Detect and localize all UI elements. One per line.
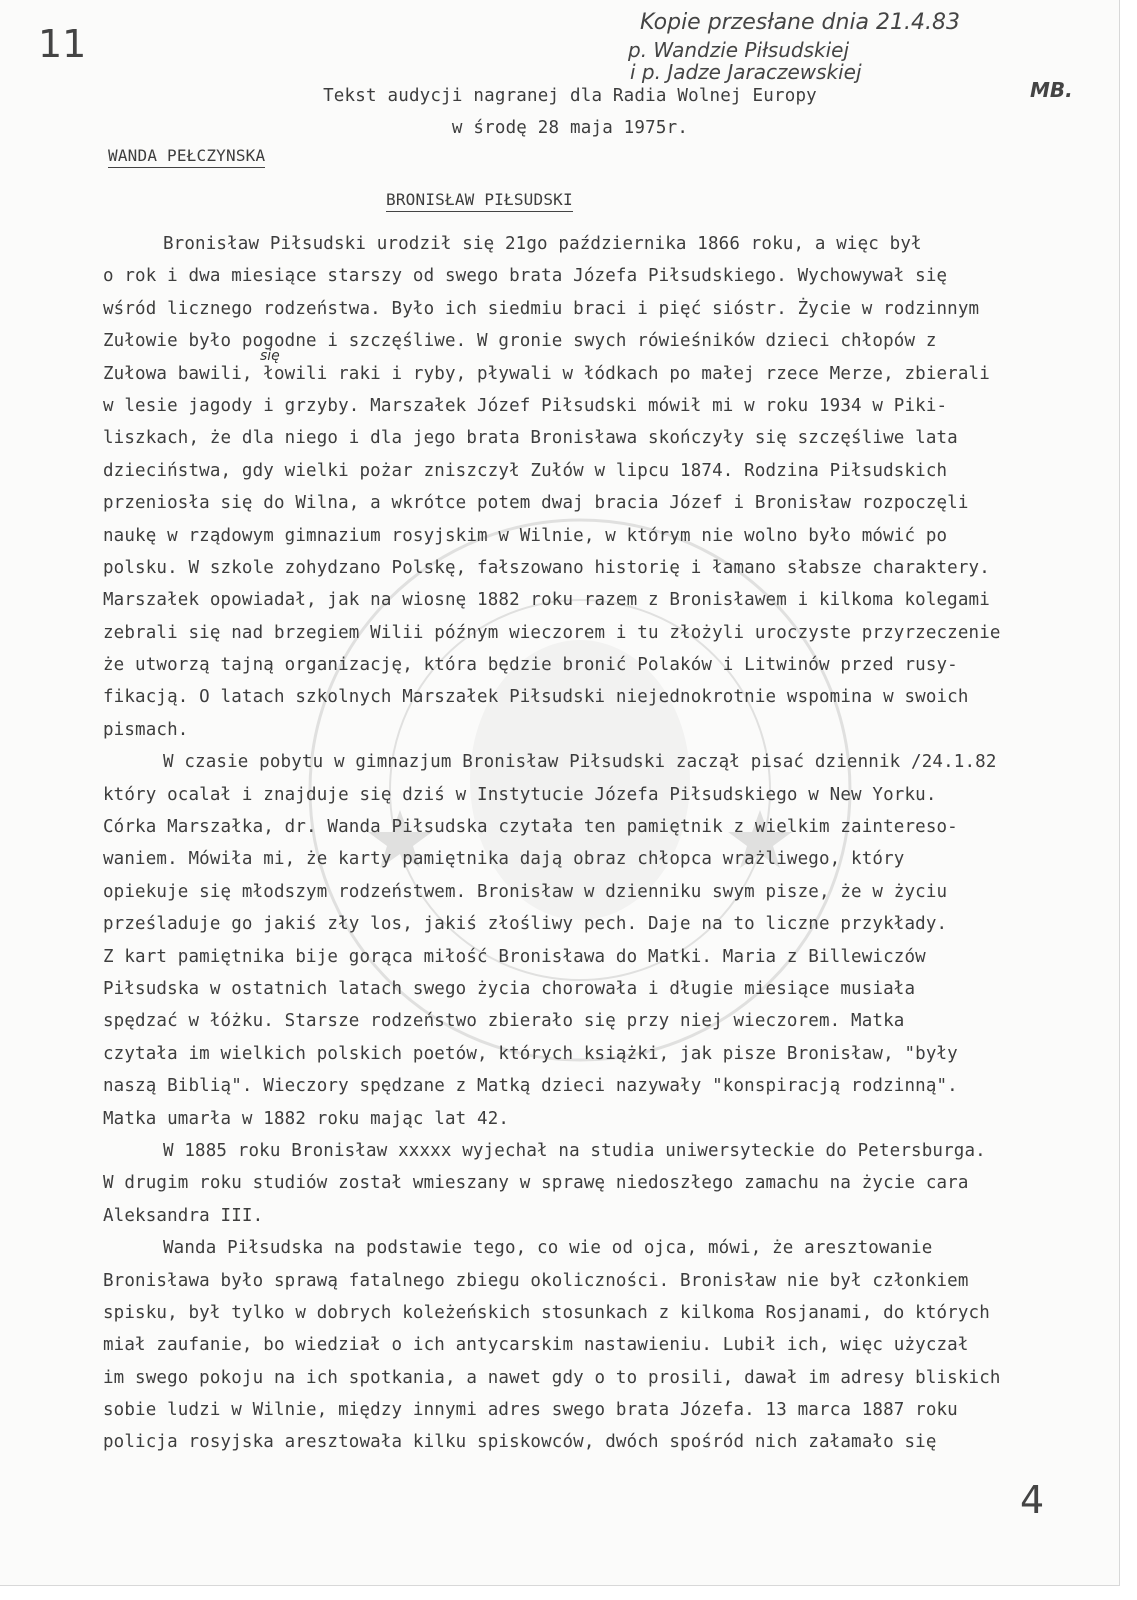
- body-line: im swego pokoju na ich spotkania, a nawet gdy o to prosili, dawał im adresy bliskich: [103, 1367, 1001, 1388]
- body-line: fikacją. O latach szkolnych Marszałek Piłsudski niejednokrotnie wspomina w swoich: [103, 687, 969, 708]
- body-line: że utworzą tajną organizację, która będzie bronić Polaków i Litwinów przed rusy-: [103, 655, 958, 676]
- body-line: wśród licznego rodzeństwa. Było ich siedmiu braci i pięć sióstr. Życie w rodzinnym: [103, 298, 980, 319]
- author-name: WANDA PEŁCZYNSKA: [108, 146, 265, 168]
- body-line: Marszałek opowiadał, jak na wiosnę 1882 roku razem z Bronisławem i kilkoma kolegami: [103, 590, 990, 611]
- handwritten-initials: MB.: [1030, 78, 1073, 102]
- header-line-1: Tekst audycji nagranej dla Radia Wolnej Europy: [323, 86, 817, 106]
- body-line: sobie ludzi w Wilnie, między innymi adres swego brata Józefa. 13 marca 1887 roku: [103, 1400, 958, 1421]
- body-line: o rok i dwa miesiące starszy od swego brata Józefa Piłsudskiego. Wychowywał się: [103, 266, 948, 287]
- body-line: Matka umarła w 1882 roku mając lat 42.: [103, 1108, 510, 1129]
- body-line: Zułowa bawili, łowili raki i ryby, pływali w łódkach po małej rzece Merze, zbierali: [103, 363, 990, 384]
- body-line: W 1885 roku Bronisław xxxxx wyjechał na studia uniwersyteckie do Petersburga.: [163, 1140, 986, 1161]
- body-line: w lesie jagody i grzyby. Marszałek Józef Piłsudski mówił mi w roku 1934 w Piki-: [103, 395, 948, 416]
- body-line: prześladuje go jakiś zły los, jakiś złośliwy pech. Daje na to liczne przykłady.: [103, 914, 948, 935]
- handwritten-page-number: 11: [38, 22, 87, 66]
- document-title: BRONISŁAW PIŁSUDSKI: [386, 190, 573, 212]
- body-line: polsku. W szkole zohydzano Polskę, fałszowano historię i łamano słabsze charaktery.: [103, 557, 990, 578]
- body-line: Córka Marszałka, dr. Wanda Piłsudska czytała ten pamiętnik z wielkim zainteresо-: [103, 817, 958, 838]
- handwritten-note-line3: i p. Jadze Jaraczewskiej: [630, 60, 862, 84]
- body-line: Bronisława było sprawą fatalnego zbiegu okoliczności. Bronisław nie był członkiem: [103, 1270, 969, 1291]
- body-line: spędzać w łóżku. Starsze rodzeństwo zbierało się przy niej wieczorem. Matka: [103, 1011, 905, 1032]
- body-line: pismach.: [103, 719, 189, 740]
- body-line: naukę w rządowym gimnazium rosyjskim w Wilnie, w którym nie wolno było mówić po: [103, 525, 948, 546]
- handwritten-note-line1: Kopie przesłane dnia 21.4.83: [640, 10, 960, 35]
- body-line: Piłsudska w ostatnich latach swego życia chorowała i długie miesiące musiała: [103, 978, 916, 999]
- body-line: Bronisław Piłsudski urodził się 21go października 1866 roku, a więc był: [163, 234, 922, 254]
- body-line: który ocalał i znajduje się dziś w Instytucie Józefa Piłsudskiego w New Yorku.: [103, 784, 937, 805]
- body-line: przeniosła się do Wilna, a wkrótce potem dwaj bracia Józef i Bronisław rozpoczęli: [103, 493, 969, 514]
- body-line: policja rosyjska aresztowała kilku spiskowców, dwóch spośród nich załamało się: [103, 1432, 937, 1453]
- body-line: czytała im wielkich polskich poetów, których książki, jak pisze Bronisław, "były: [103, 1043, 958, 1064]
- body-line: zebrali się nad brzegiem Wilii późnym wieczorem i tu złożyli uroczyste przyrzeczenie: [103, 622, 1001, 643]
- body-line: Z kart pamiętnika bije gorąca miłość Bronisława do Matki. Maria z Billewiczów: [103, 946, 926, 967]
- body-line: Zułowie było pogodne i szczęśliwe. W gronie swych rówieśników dzieci chłopów z: [103, 331, 937, 352]
- body-line: miał zaufanie, bo wiedział o ich antycarskim nastawieniu. Lubił ich, więc użyczał: [103, 1335, 969, 1356]
- handwritten-inserted-word: się: [260, 348, 280, 364]
- body-line: spisku, był tylko w dobrych koleżeńskich stosunkach z kilkoma Rosjanami, do których: [103, 1302, 990, 1323]
- header-line-2: w środę 28 maja 1975r.: [451, 118, 689, 138]
- body-line: waniem. Mówiła mi, że karty pamiętnika dają obraz chłopca wrażliwego, który: [103, 849, 905, 870]
- body-line: dzieciństwa, gdy wielki pożar zniszczył Zułów w lipcu 1874. Rodzina Piłsudskich: [103, 460, 948, 481]
- handwritten-note-line2: p. Wandzie Piłsudskiej: [628, 38, 850, 62]
- body-line: W czasie pobytu w gimnazjum Bronisław Piłsudski zaczął pisać dziennik /24.1.82: [163, 752, 997, 773]
- body-line: naszą Biblią". Wieczory spędzane z Matką dzieci nazywały "konspiracją rodzinną".: [103, 1076, 958, 1097]
- body-line: Wanda Piłsudska na podstawie tego, co wie od ojca, mówi, że aresztowanie: [163, 1238, 933, 1259]
- body-line: opiekuje się młodszym rodzeństwem. Bronisław w dzienniku swym pisze, że w życiu: [103, 881, 948, 902]
- body-line: liszkach, że dla niego i dla jego brata Bronisława skończyły się szczęśliwe lata: [103, 428, 958, 449]
- body-line: W drugim roku studiów został wmieszany w sprawę niedoszłego zamachu na życie cara: [103, 1173, 969, 1194]
- body-line: Aleksandra III.: [103, 1205, 264, 1226]
- body-text: [103, 228, 1113, 1459]
- handwritten-page-number-bottom: 4: [1020, 1478, 1045, 1522]
